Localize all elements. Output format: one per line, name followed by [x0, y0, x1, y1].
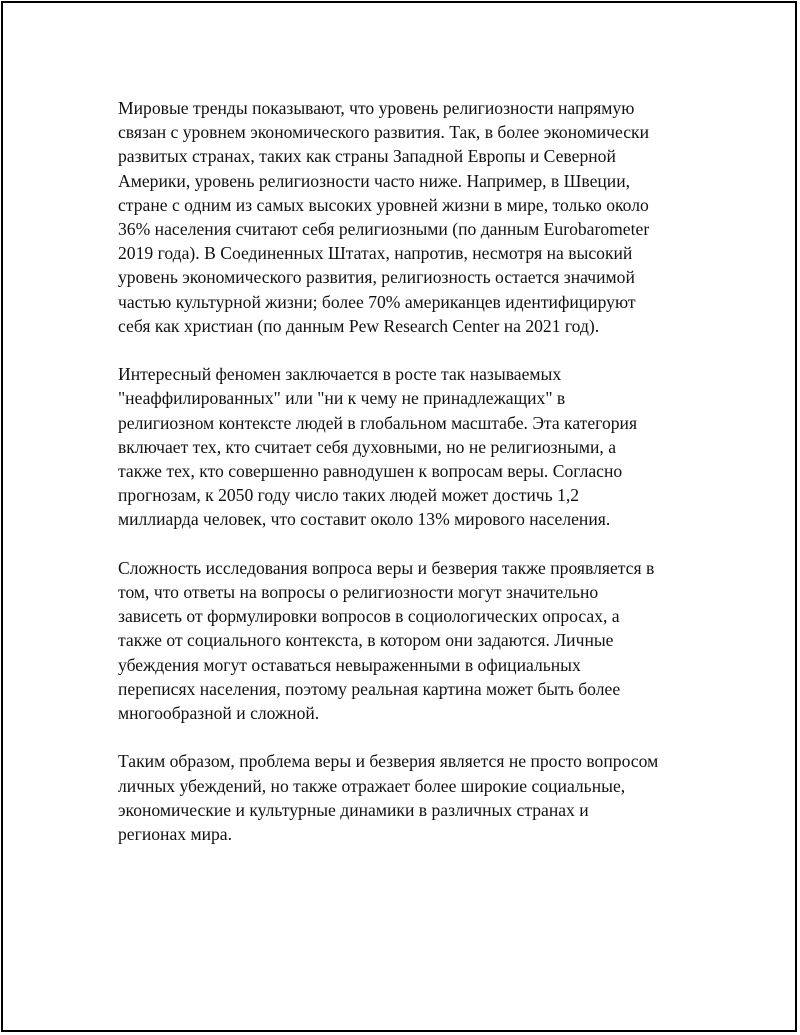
page-frame — [1, 1, 797, 1032]
paragraph-conclusion: Таким образом, проблема веры и безверия является не просто вопросом личных убеждений, но также отражает более широкие социальные, экономические и культурные динамики в различных странах и регионах мира. — [118, 751, 659, 845]
paragraph-unaffiliated: Интересный феномен заключается в росте так называемых "неаффилированных" или "ни к чему не принадлежащих" в религиозном контексте людей в глобальном масштабе. Эта категория включает тех, кто считает себя духовными, но не религиозными, а также тех, кто совершенно равнодушен к вопросам веры. Согласно прогнозам, к 2050 году число таких людей может достичь 1,2 миллиарда человек, что составит около 13% мирового населения. — [118, 364, 638, 530]
paragraph-economic-trends: Мировые тренды показывают, что уровень религиозности напрямую связан с уровнем экономического развития. Так, в более экономически развитых странах, таких как страны Западной Европы и Северной Америки, уровень религиозности часто ниже. Например, в Швеции, стране с одним из самых высоких уровней жизни в мире, только около 36% населения считают себя религиозными (по данным Eurobarometer 2019 года). В Соединенных Штатах, напротив, несмотря на высокий уровень экономического развития, религиозность остается значимой частью культурной жизни; более 70% американцев идентифицируют себя как христиан (по данным Pew Research Center на 2021 год). — [118, 98, 650, 336]
paragraph-research-complexity: Сложность исследования вопроса веры и безверия также проявляется в том, что ответы на вопросы о религиозности могут значительно зависеть от формулировки вопросов в социологических опросах, а также от социального контекста, в котором они задаются. Личные убеждения могут оставаться невыраженными в официальных переписях населения, поэтому реальная картина может быть более многообразной и сложной. — [118, 557, 655, 724]
document-body — [118, 96, 703, 870]
